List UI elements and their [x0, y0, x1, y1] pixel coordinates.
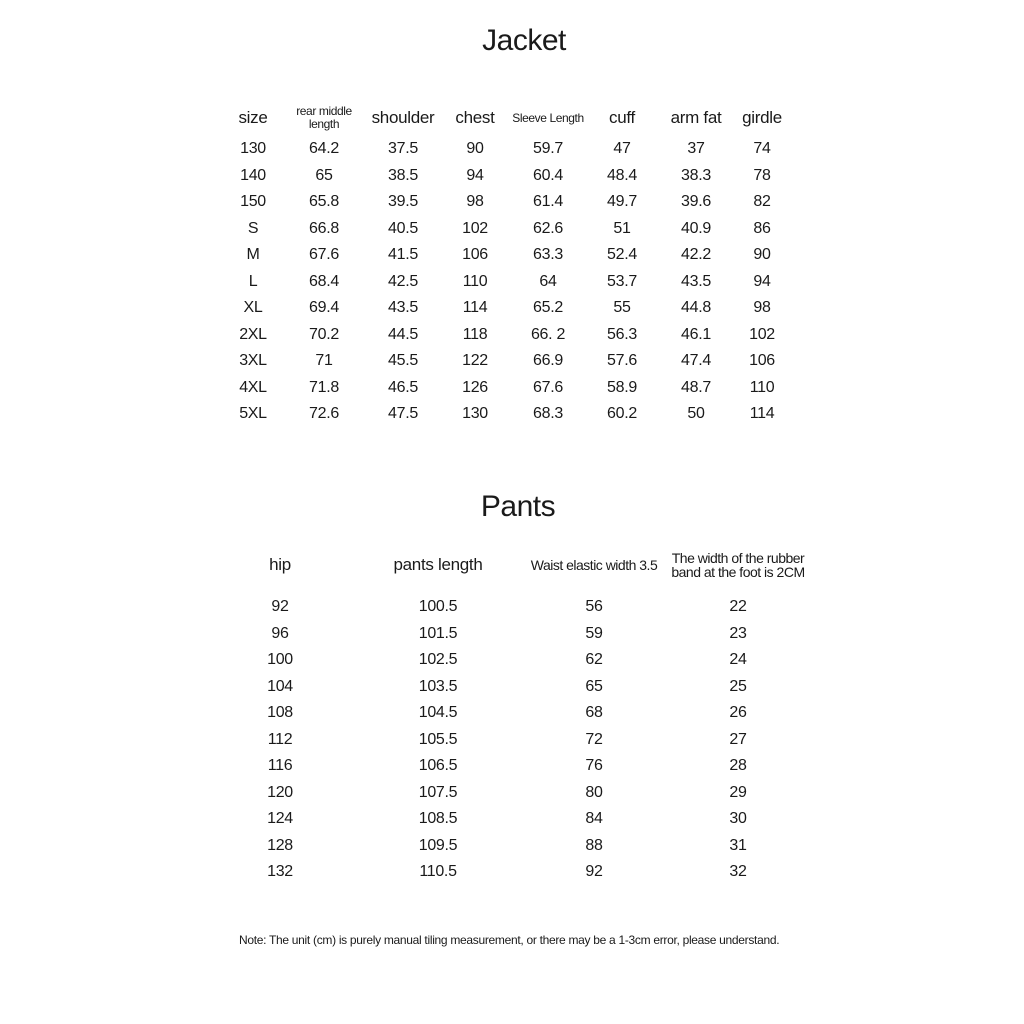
table-cell: 109.5: [418, 836, 458, 854]
table-row: [210, 753, 814, 780]
table-cell: 130: [462, 405, 488, 423]
jacket-header-cuff: cuff: [609, 108, 635, 127]
table-cell: 98: [753, 299, 771, 317]
table-cell: 31: [729, 836, 747, 854]
table-cell: 72: [585, 730, 603, 748]
table-cell: 55: [613, 299, 631, 317]
jacket-title: Jacket: [482, 24, 566, 57]
table-row: [224, 242, 790, 269]
table-cell: 78: [753, 166, 771, 184]
measurement-note: Note: The unit (cm) is purely manual tiling measurement, or there may be a 1-3cm error, please understand.: [239, 933, 780, 947]
table-cell: 64.2: [309, 140, 339, 158]
table-cell: 88: [585, 836, 603, 854]
table-cell: 66.9: [533, 352, 563, 370]
table-row: [224, 375, 790, 402]
table-cell: 24: [729, 651, 747, 669]
pants-header-row: [210, 546, 814, 584]
pants-header-waist-elastic: Waist elastic width 3.5: [530, 557, 658, 573]
table-cell: XL: [243, 299, 263, 317]
table-cell: 66.8: [309, 219, 339, 237]
table-cell: 53.7: [607, 272, 637, 290]
table-cell: 106: [462, 246, 488, 264]
table-cell: 42.2: [681, 246, 711, 264]
table-row: [224, 295, 790, 322]
table-cell: 112: [267, 730, 293, 748]
table-cell: 82: [753, 193, 771, 211]
table-cell: 102.5: [418, 651, 458, 669]
table-cell: 60.2: [607, 405, 637, 423]
table-cell: 47: [613, 140, 631, 158]
table-cell: 68.4: [309, 272, 339, 290]
table-cell: 69.4: [309, 299, 339, 317]
table-cell: 132: [267, 863, 293, 881]
table-cell: 102: [462, 219, 488, 237]
table-row: [210, 859, 814, 886]
jacket-header-row: [224, 100, 790, 136]
table-cell: 61.4: [533, 193, 563, 211]
table-cell: 114: [749, 405, 775, 423]
table-cell: 107.5: [418, 783, 458, 801]
table-cell: 68.3: [533, 405, 563, 423]
table-cell: 74: [753, 140, 771, 158]
table-cell: 102: [749, 325, 775, 343]
table-cell: 25: [729, 677, 747, 695]
table-cell: 2XL: [239, 325, 267, 343]
table-cell: 65: [585, 677, 603, 695]
table-cell: 100.5: [418, 598, 458, 616]
table-cell: 45.5: [388, 352, 418, 370]
table-cell: 104: [267, 677, 293, 695]
table-cell: 72.6: [309, 405, 339, 423]
table-cell: 48.4: [607, 166, 637, 184]
table-cell: S: [247, 219, 259, 237]
table-row: [210, 780, 814, 807]
table-cell: 60.4: [533, 166, 563, 184]
table-cell: 32: [729, 863, 747, 881]
pants-header-foot-band: The width of the rubber band at the foot is 2CM: [671, 550, 805, 580]
table-cell: 56.3: [607, 325, 637, 343]
table-cell: 30: [729, 810, 747, 828]
table-cell: 48.7: [681, 378, 711, 396]
table-cell: 62.6: [533, 219, 563, 237]
table-cell: 65.2: [533, 299, 563, 317]
table-cell: 37: [687, 140, 705, 158]
table-cell: 4XL: [239, 378, 267, 396]
table-cell: 64: [539, 272, 557, 290]
table-cell: 56: [585, 598, 603, 616]
jacket-header-girdle: girdle: [742, 108, 782, 127]
table-cell: 71.8: [309, 378, 339, 396]
table-cell: 38.3: [681, 166, 711, 184]
pants-header-pants-length: pants length: [393, 555, 483, 574]
table-cell: 47.5: [388, 405, 418, 423]
table-cell: 108.5: [418, 810, 458, 828]
table-cell: 49.7: [607, 193, 637, 211]
table-cell: 101.5: [418, 624, 458, 642]
table-cell: 71: [315, 352, 333, 370]
jacket-header-arm-fat: arm fat: [670, 108, 722, 127]
table-cell: 92: [271, 598, 289, 616]
table-row: [210, 700, 814, 727]
jacket-header-rear-middle-length: rear middle length: [296, 104, 352, 131]
table-cell: 110.5: [419, 863, 457, 881]
table-cell: 76: [585, 757, 603, 775]
pants-title: Pants: [480, 490, 556, 523]
table-cell: 40.9: [681, 219, 711, 237]
table-cell: 66. 2: [530, 325, 566, 343]
table-row: [210, 806, 814, 833]
table-row: [224, 401, 790, 428]
table-cell: 94: [753, 272, 771, 290]
table-cell: 41.5: [388, 246, 418, 264]
table-row: [224, 348, 790, 375]
table-cell: 39.5: [388, 193, 418, 211]
table-cell: M: [246, 246, 260, 264]
table-cell: 150: [240, 193, 266, 211]
table-cell: 59.7: [533, 140, 563, 158]
table-row: [224, 189, 790, 216]
table-cell: 68: [585, 704, 603, 722]
table-cell: 37.5: [388, 140, 418, 158]
jacket-header-size: size: [238, 108, 268, 127]
table-cell: 29: [729, 783, 747, 801]
table-cell: 38.5: [388, 166, 418, 184]
table-cell: 63.3: [533, 246, 563, 264]
table-cell: 98: [466, 193, 484, 211]
table-cell: 118: [462, 325, 488, 343]
pants-header-hip: hip: [269, 555, 291, 574]
pants-header-spacer: [210, 584, 814, 594]
table-cell: 122: [462, 352, 488, 370]
table-cell: 46.1: [681, 325, 711, 343]
table-cell: 84: [585, 810, 603, 828]
table-cell: 65: [315, 166, 333, 184]
table-row: [210, 727, 814, 754]
table-cell: 67.6: [309, 246, 339, 264]
jacket-header-chest: chest: [455, 108, 495, 127]
table-row: [224, 136, 790, 163]
table-cell: 110: [749, 378, 775, 396]
table-row: [210, 833, 814, 860]
table-cell: 43.5: [681, 272, 711, 290]
jacket-size-table: [224, 100, 790, 428]
table-cell: 96: [271, 624, 289, 642]
table-cell: 90: [466, 140, 484, 158]
table-cell: 58.9: [607, 378, 637, 396]
table-cell: 140: [240, 166, 266, 184]
table-row: [210, 674, 814, 701]
table-cell: 51: [613, 219, 631, 237]
table-cell: 104.5: [418, 704, 458, 722]
table-cell: 44.8: [681, 299, 711, 317]
table-cell: 103.5: [418, 677, 458, 695]
table-cell: 94: [466, 166, 484, 184]
table-cell: 3XL: [239, 352, 267, 370]
table-cell: 128: [267, 836, 293, 854]
table-cell: 116: [267, 757, 293, 775]
table-cell: 40.5: [388, 219, 418, 237]
table-cell: 106: [749, 352, 775, 370]
table-row: [210, 594, 814, 621]
table-cell: 57.6: [607, 352, 637, 370]
pants-size-table: [210, 546, 814, 886]
jacket-header-sleeve-length: Sleeve Length: [512, 110, 584, 125]
table-cell: 67.6: [533, 378, 563, 396]
table-cell: L: [248, 272, 258, 290]
table-cell: 59: [585, 624, 603, 642]
table-cell: 100: [267, 651, 293, 669]
table-cell: 50: [687, 405, 705, 423]
table-cell: 92: [585, 863, 603, 881]
table-cell: 23: [729, 624, 747, 642]
table-cell: 65.8: [309, 193, 339, 211]
table-row: [224, 163, 790, 190]
table-cell: 120: [267, 783, 293, 801]
table-cell: 114: [462, 299, 488, 317]
table-cell: 124: [267, 810, 293, 828]
table-row: [224, 269, 790, 296]
jacket-header-shoulder: shoulder: [371, 108, 435, 127]
table-cell: 42.5: [388, 272, 418, 290]
table-cell: 62: [585, 651, 603, 669]
table-cell: 90: [753, 246, 771, 264]
table-cell: 52.4: [607, 246, 637, 264]
table-row: [210, 621, 814, 648]
table-cell: 5XL: [239, 405, 267, 423]
table-cell: 44.5: [388, 325, 418, 343]
table-row: [224, 216, 790, 243]
table-cell: 39.6: [681, 193, 711, 211]
table-cell: 80: [585, 783, 603, 801]
table-cell: 105.5: [418, 730, 458, 748]
table-cell: 106.5: [418, 757, 458, 775]
table-row: [210, 647, 814, 674]
table-cell: 130: [240, 140, 266, 158]
table-cell: 28: [729, 757, 747, 775]
table-cell: 43.5: [388, 299, 418, 317]
table-cell: 27: [729, 730, 747, 748]
table-cell: 126: [462, 378, 488, 396]
table-cell: 26: [729, 704, 747, 722]
table-cell: 47.4: [681, 352, 711, 370]
table-cell: 46.5: [388, 378, 418, 396]
table-cell: 110: [462, 272, 488, 290]
table-cell: 86: [753, 219, 771, 237]
table-cell: 22: [729, 598, 747, 616]
table-cell: 108: [267, 704, 293, 722]
table-row: [224, 322, 790, 349]
table-cell: 70.2: [309, 325, 339, 343]
